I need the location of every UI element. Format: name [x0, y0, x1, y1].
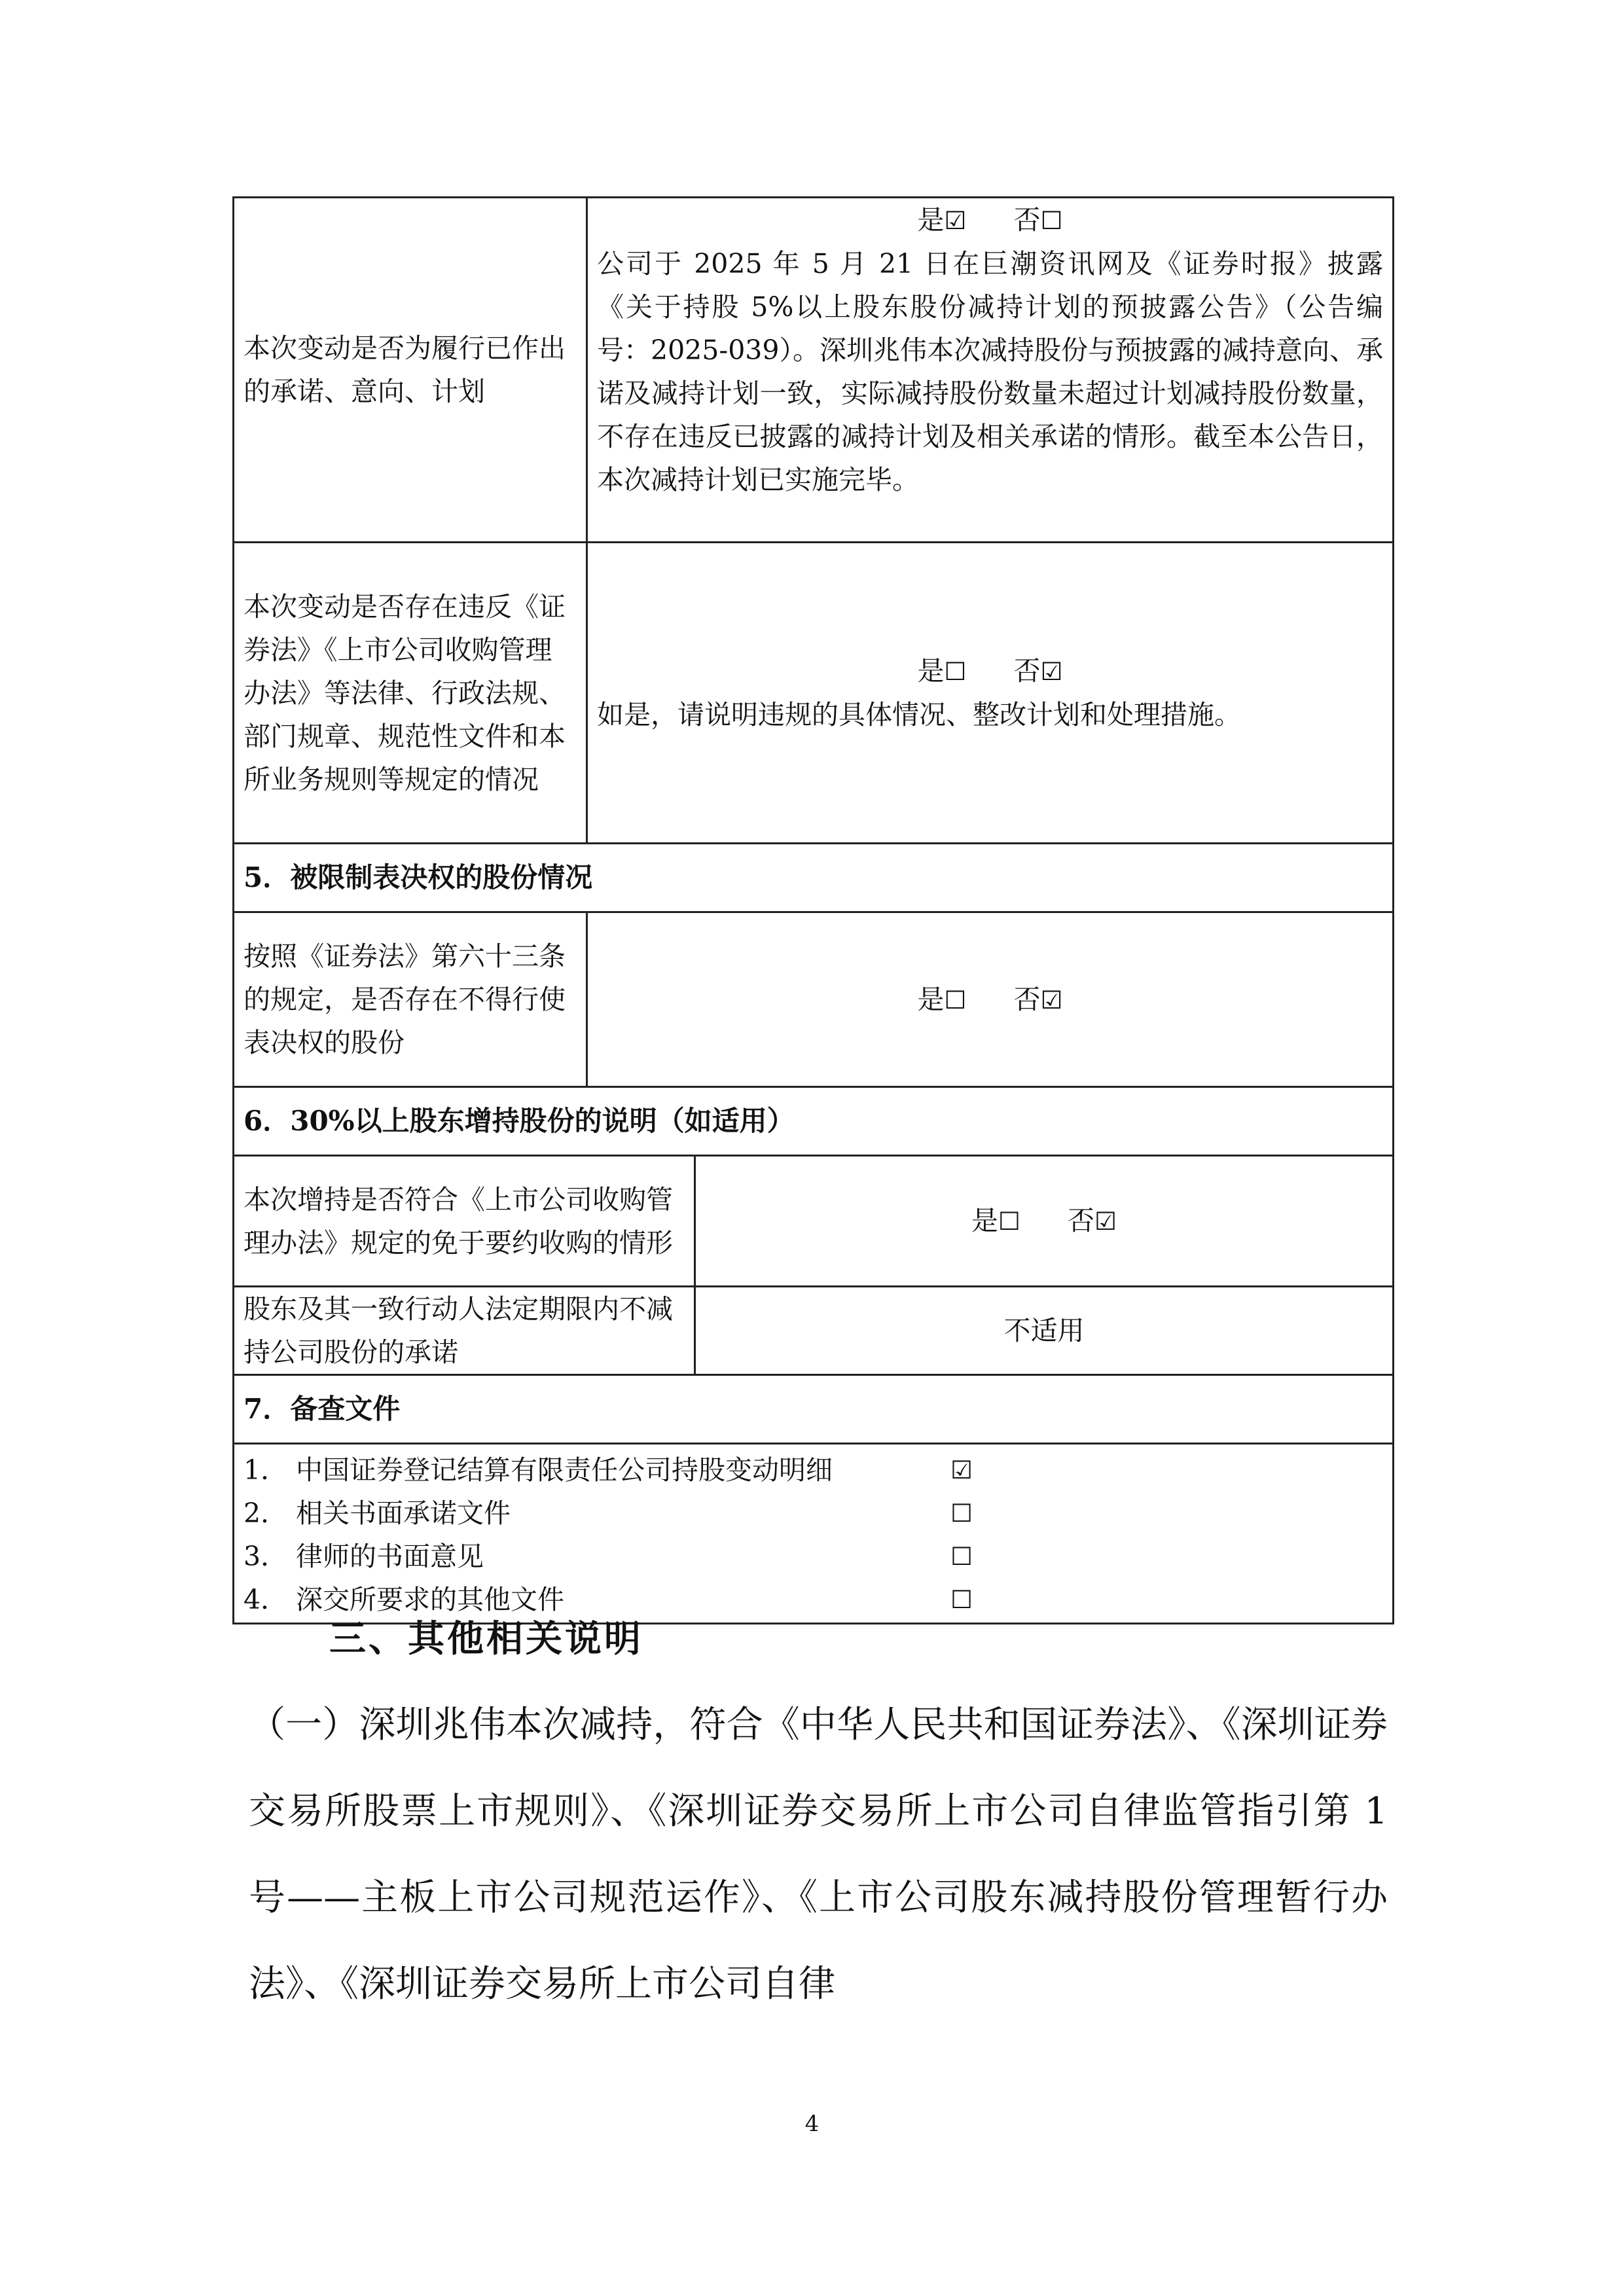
row-value — [588, 198, 1394, 541]
section-5-header — [234, 844, 1394, 913]
item-number: 4． — [244, 1584, 288, 1615]
no-label: 否 — [1013, 204, 1041, 236]
row-label — [234, 913, 588, 1086]
section-title: 5．被限制表决权的股份情况 — [234, 844, 1394, 911]
row-label-text: 本次变动是否存在违反《证券法》《上市公司收购管理办法》等法律、行政法规、部门规章、规范性文件和本所业务规则等规定的情况 — [244, 590, 566, 795]
row-value — [696, 1157, 1394, 1285]
item-checkbox[interactable]: ☑ — [950, 1456, 973, 1484]
disclosure-table — [232, 196, 1394, 1624]
yes-label: 是 — [971, 1205, 998, 1236]
item-text: 中国证券登记结算有限责任公司持股变动明细 — [296, 1454, 833, 1486]
row-label — [234, 543, 588, 842]
item-checkbox[interactable]: ☐ — [950, 1499, 973, 1528]
row-value — [588, 913, 1394, 1086]
item-checkbox[interactable]: ☐ — [950, 1585, 973, 1614]
section-title: 7．备查文件 — [234, 1376, 1394, 1443]
list-item — [244, 1535, 1383, 1578]
yes-label: 是 — [917, 655, 945, 687]
row-value — [588, 543, 1394, 842]
row-label — [234, 198, 588, 541]
yes-label: 是 — [917, 204, 945, 236]
page-number: 4 — [804, 2111, 820, 2137]
no-label: 否 — [1013, 983, 1041, 1015]
row-label — [234, 1287, 696, 1374]
yes-checkbox[interactable]: ☐ — [944, 657, 967, 686]
item-number: 1． — [244, 1454, 288, 1486]
table-row-violation — [234, 543, 1394, 844]
no-checkbox[interactable]: ☑ — [1094, 1207, 1117, 1236]
table-row-exemption — [234, 1157, 1394, 1287]
item-text: 深交所要求的其他文件 — [296, 1584, 564, 1615]
table-row-lockup — [234, 1287, 1394, 1376]
item-number: 2． — [244, 1498, 288, 1529]
table-row-commitment — [234, 198, 1394, 543]
row-label-text: 本次变动是否为履行已作出的承诺、意向、计划 — [244, 332, 566, 407]
table-row-documents — [234, 1444, 1394, 1624]
paragraph-text: （一）深圳兆伟本次减持，符合《中华人民共和国证券法》、《深圳证券交易所股票上市规则》、《深圳证券交易所上市公司自律监管指引第 1 号——主板上市公司规范运作》、《上市公司股东减持股份管理暂行办法》、《深圳证券交易所上市公司自律 — [249, 1704, 1388, 2005]
item-text: 律师的书面意见 — [296, 1541, 484, 1572]
yes-checkbox[interactable]: ☑ — [944, 206, 967, 235]
row-label-text: 按照《证券法》第六十三条的规定，是否存在不得行使表决权的股份 — [244, 941, 566, 1058]
section-title: 6．30%以上股东增持股份的说明（如适用） — [234, 1088, 1394, 1155]
row-label — [234, 1157, 696, 1285]
not-applicable-text: 不适用 — [1003, 1315, 1085, 1346]
table-row-voting-rights — [234, 913, 1394, 1088]
section-heading: 三、其他相关说明 — [329, 1617, 643, 1660]
row-value — [696, 1287, 1394, 1374]
violation-detail: 如是，请说明违规的具体情况、整改计划和处理措施。 — [597, 699, 1241, 730]
section-7-header — [234, 1376, 1394, 1444]
item-checkbox[interactable]: ☐ — [950, 1542, 973, 1571]
list-item — [244, 1448, 1383, 1492]
row-label-text: 股东及其一致行动人法定期限内不减持公司股份的承诺 — [244, 1293, 673, 1368]
yes-checkbox[interactable]: ☐ — [944, 985, 967, 1014]
no-label: 否 — [1013, 655, 1041, 687]
yes-label: 是 — [917, 983, 945, 1015]
yes-checkbox[interactable]: ☐ — [998, 1207, 1020, 1236]
item-number: 3． — [244, 1541, 288, 1572]
yes-no-choice — [597, 649, 1383, 693]
list-item — [244, 1492, 1383, 1535]
documents-list — [234, 1444, 1394, 1623]
no-label: 否 — [1068, 1205, 1094, 1236]
yes-no-choice — [597, 978, 1383, 1022]
row-label-text: 本次增持是否符合《上市公司收购管理办法》规定的免于要约收购的情形 — [244, 1183, 673, 1259]
no-checkbox[interactable]: ☐ — [1040, 206, 1063, 235]
commitment-detail: 公司于 2025 年 5 月 21 日在巨潮资讯网及《证券时报》披露《关于持股 5%以上股东股份减持计划的预披露公告》（公告编号：2025-039）。深圳兆伟本次减持股份与预披露的减持意向、承诺及减持计划一致，实际减持股份数量未超过计划减持股份数量，不存在违反已披露的减持计划及相关承诺的情形。截至本公告日，本次减持计划已实施完毕。 — [597, 248, 1383, 495]
section-6-header — [234, 1088, 1394, 1157]
no-checkbox[interactable]: ☑ — [1040, 657, 1063, 686]
item-text: 相关书面承诺文件 — [296, 1498, 511, 1529]
yes-no-choice — [597, 198, 1383, 242]
no-checkbox[interactable]: ☑ — [1040, 985, 1063, 1014]
body-paragraph — [249, 1682, 1388, 2028]
yes-no-choice — [705, 1199, 1383, 1243]
